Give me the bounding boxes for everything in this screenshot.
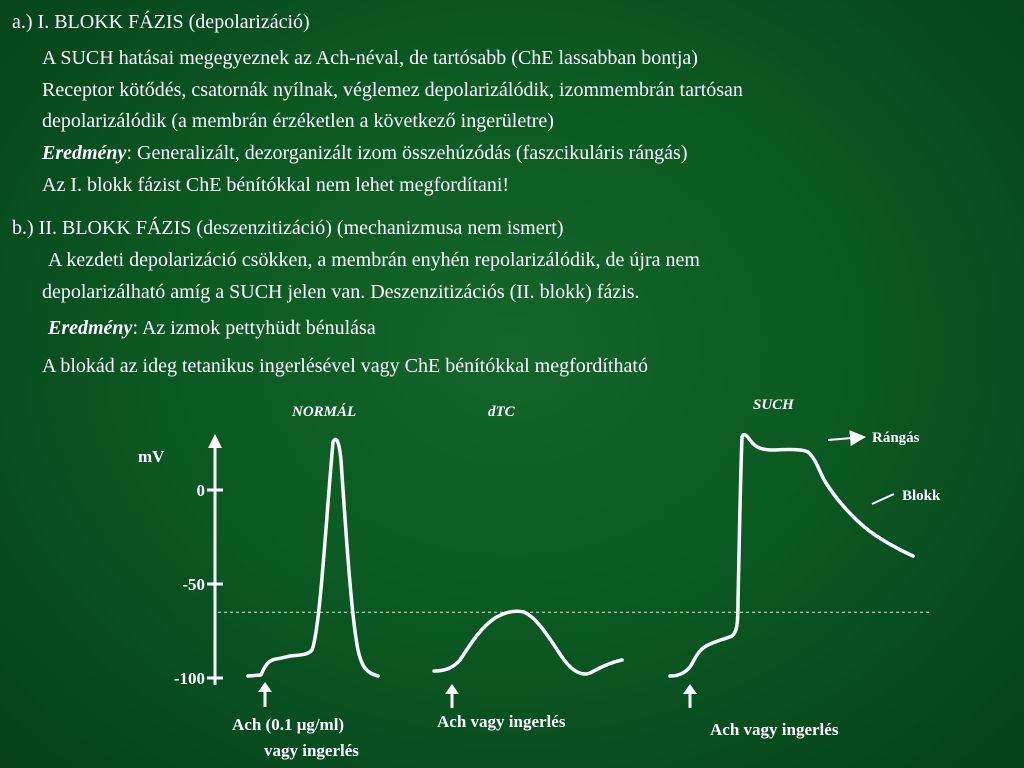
y-axis-arrow-icon	[208, 434, 222, 448]
section-a-heading: a.) I. BLOKK FÁZIS (depolarizáció)	[12, 11, 310, 33]
section-b-line-1: A kezdeti depolarizáció csökken, a membrán enyhén repolarizálódik, de újra nem	[48, 249, 700, 271]
section-b-result-text: : Az izmok pettyhüdt bénulása	[132, 317, 376, 339]
block-pointer-line	[872, 494, 894, 504]
section-a-line-5: Az I. blokk fázist ChE bénítókkal nem lehet megfordítani!	[42, 174, 510, 196]
label-normal-line-2: vagy ingerlés	[264, 741, 359, 760]
stimulus-arrowhead-dtc-icon	[445, 684, 459, 694]
label-block: Blokk	[902, 488, 941, 504]
normal-action-potential-curve	[248, 439, 378, 676]
section-b-line-4: A blokád az ideg tetanikus ingerlésével vagy ChE bénítókkal megfordítható	[42, 355, 648, 377]
label-twitch: Rángás	[872, 430, 920, 446]
section-a-line-2: Receptor kötődés, csatornák nyílnak, véglemez depolarizálódik, izommembrán tartósan	[42, 79, 743, 101]
section-b-heading: b.) II. BLOKK FÁZIS (deszenzitizáció) (mechanizmusa nem ismert)	[12, 217, 564, 239]
label-normal-line-1: Ach (0.1 μg/ml)	[232, 715, 345, 734]
section-a-line-3: depolarizálódik (a membrán érzéketlen a következő ingerületre)	[42, 110, 554, 132]
tick-label-minus-50: -50	[182, 575, 205, 594]
section-a-line-1: A SUCH hatásai megegyeznek az Ach-néval, de tartósabb (ChE lassabban bontja)	[42, 47, 698, 69]
section-a-result-text: : Generalizált, dezorganizált izom összehúzódás (faszcikuláris rángás)	[126, 142, 688, 164]
y-axis-unit: mV	[138, 447, 165, 466]
title-normal: NORMÁL	[292, 404, 357, 420]
section-b-result-label: Eredmény	[48, 317, 133, 339]
such-potential-curve	[670, 435, 913, 676]
twitch-pointer-arrow-icon	[828, 437, 864, 440]
tick-label-minus-100: -100	[173, 669, 205, 688]
title-dtc: dTC	[488, 404, 515, 420]
label-dtc: Ach vagy ingerlés	[437, 712, 566, 731]
dtc-potential-curve	[434, 611, 622, 674]
tick-label-0: 0	[196, 481, 205, 500]
title-such: SUCH	[753, 397, 794, 413]
section-a-result-label: Eredmény	[42, 142, 127, 164]
section-b-line-2: depolarizálható amíg a SUCH jelen van. Deszenzitizációs (II. blokk) fázis.	[42, 281, 640, 303]
stimulus-arrowhead-such-icon	[683, 684, 697, 694]
stimulus-arrowhead-normal-icon	[258, 682, 272, 692]
label-such: Ach vagy ingerlés	[710, 720, 839, 739]
